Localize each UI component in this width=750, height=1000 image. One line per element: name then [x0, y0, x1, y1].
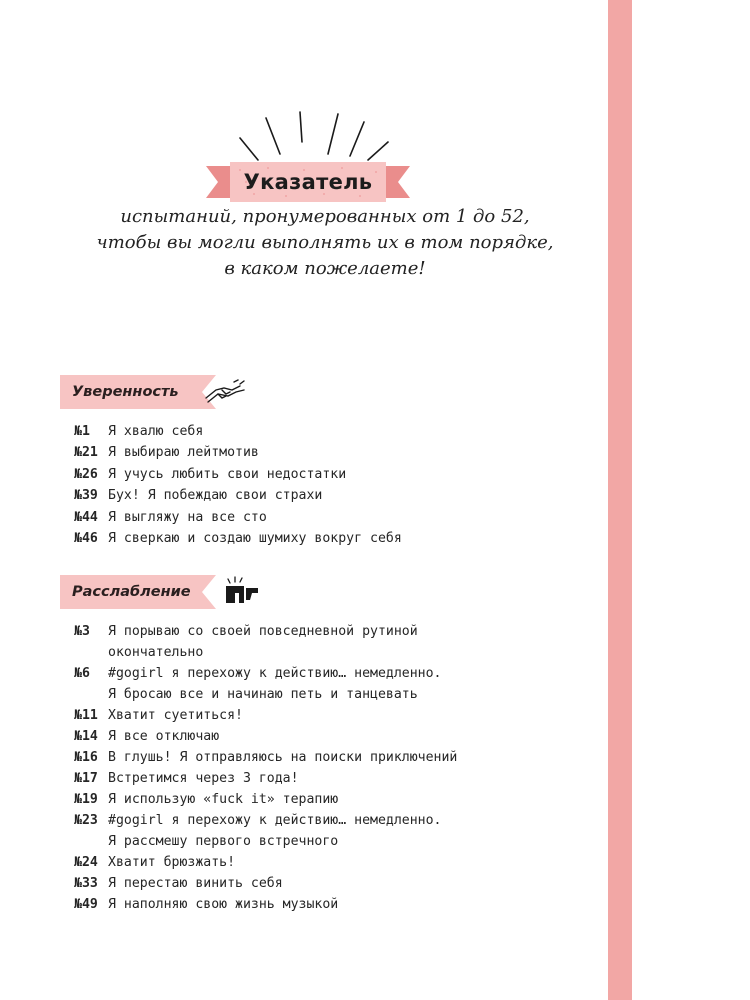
item-text: Я наполняю свою жизнь музыкой: [108, 897, 339, 912]
page-title: Указатель: [243, 170, 373, 194]
list-item: [74, 663, 594, 705]
item-text-continued: Я бросаю все и начинаю петь и танцевать: [108, 687, 418, 702]
subtitle-line: испытаний, пронумерованных от 1 до 52,: [120, 206, 530, 227]
item-number: №14: [74, 729, 98, 744]
item-number: №11: [74, 708, 98, 723]
item-text: Встретимся через 3 года!: [108, 771, 299, 786]
item-number: №33: [74, 876, 98, 891]
relaxation-list: [74, 621, 594, 915]
item-number: №23: [74, 813, 98, 828]
list-item: [74, 485, 594, 506]
item-text: Я выгляжу на все сто: [108, 509, 267, 525]
item-text: Я хвалю себя: [108, 424, 204, 439]
item-text: Хватит брюзжать!: [108, 855, 236, 870]
list-item: [74, 621, 594, 663]
list-item: [74, 873, 594, 894]
item-text: В глушь! Я отправляюсь на поиски приключений: [108, 750, 458, 765]
item-text: Я использую «fuck it» терапию: [108, 792, 339, 807]
item-number: №6: [74, 666, 90, 681]
item-text: #gogirl я перехожу к действию… немедленно.: [108, 666, 442, 681]
item-number: №49: [74, 897, 98, 912]
list-item: [74, 442, 594, 463]
subtitle-line: в каком пожелаете!: [224, 258, 426, 279]
item-text: Хватит суетиться!: [108, 708, 243, 723]
item-number: №3: [74, 624, 90, 639]
section-title-confidence: Уверенность: [72, 384, 179, 400]
item-text: Я порываю со своей повседневной рутиной: [108, 624, 418, 639]
item-text-continued: Я рассмешу первого встречного: [108, 834, 339, 849]
item-number: №19: [74, 792, 98, 807]
item-text: #gogirl я перехожу к действию… немедленно.: [108, 813, 442, 828]
list-item: [74, 464, 594, 485]
clapperboard-icon: [222, 576, 262, 606]
item-number: №26: [74, 466, 98, 482]
list-item: [74, 747, 594, 768]
side-stripe: [608, 0, 632, 1000]
subtitle-line: чтобы вы могли выполнять их в том порядке,: [96, 232, 554, 253]
item-number: №16: [74, 750, 98, 765]
item-text: Я учусь любить свои недостатки: [108, 466, 347, 482]
item-number: №46: [74, 531, 98, 547]
item-number: №17: [74, 771, 98, 786]
item-text: Я перестаю винить себя: [108, 876, 283, 891]
item-number: №44: [74, 509, 98, 525]
item-text-continued: окончательно: [108, 645, 204, 660]
list-item: [74, 528, 594, 549]
list-item: [74, 768, 594, 789]
item-number: №24: [74, 855, 98, 870]
list-item: [74, 726, 594, 747]
item-number: №39: [74, 488, 98, 504]
list-item: [74, 852, 594, 873]
item-text: Я все отключаю: [108, 729, 220, 744]
list-item: [74, 789, 594, 810]
item-number: №21: [74, 445, 98, 461]
list-item: [74, 507, 594, 528]
list-item: [74, 421, 594, 442]
handshake-icon: [204, 378, 248, 404]
list-item: [74, 810, 594, 852]
subtitle: [60, 204, 590, 282]
section-title-relaxation: Расслабление: [72, 584, 191, 600]
item-text: Я выбираю лейтмотив: [108, 445, 259, 461]
confidence-list: [74, 421, 594, 549]
list-item: [74, 705, 594, 726]
list-item: [74, 894, 594, 915]
item-text: Бух! Я побеждаю свои страхи: [108, 488, 323, 504]
item-number: №1: [74, 424, 90, 439]
item-text: Я сверкаю и создаю шумиху вокруг себя: [108, 531, 402, 547]
